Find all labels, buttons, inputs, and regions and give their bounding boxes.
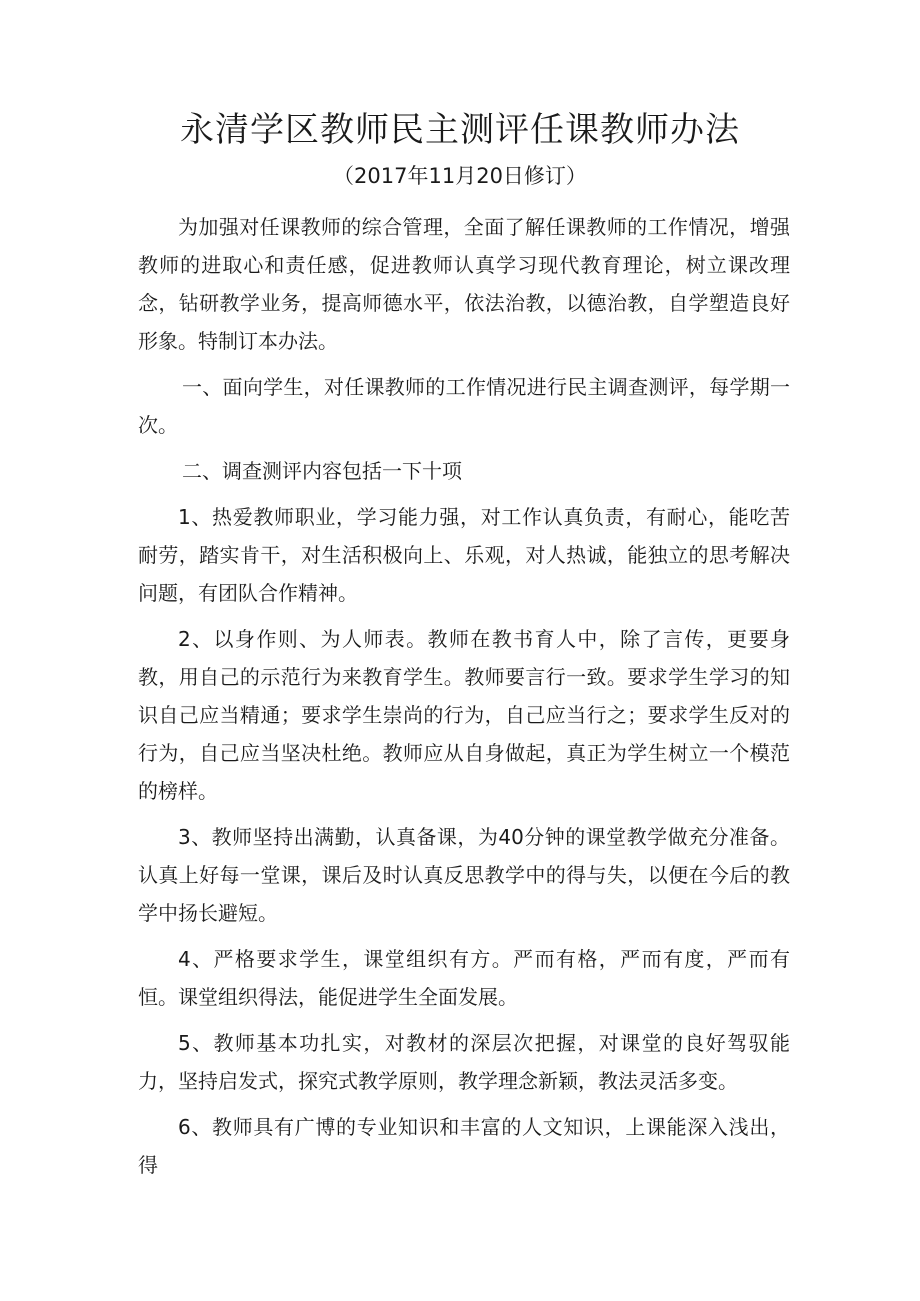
paragraph-item-4: 4、严格要求学生，课堂组织有方。严而有格，严而有度，严而有恒。课堂组织得法，能促进学生全面发展。	[138, 947, 790, 1009]
paragraph-item-3: 3、教师坚持出满勤，认真备课，为40分钟的课堂教学做充分准备。认真上好每一堂课，课后及时认真反思教学中的得与失，以便在今后的教学中扬长避短。	[138, 825, 790, 925]
paragraph-item-5: 5、教师基本功扎实，对教材的深层次把握，对课堂的良好驾驭能力，坚持启发式，探究式教学原则，教学理念新颖，教法灵活多变。	[138, 1031, 790, 1093]
paragraph-item-2: 2、以身作则、为人师表。教师在教书育人中，除了言传，更要身教，用自己的示范行为来教育学生。教师要言行一致。要求学生学习的知识自己应当精通；要求学生崇尚的行为，自己应当行之；要求学生反对的行为，自己应当坚决杜绝。教师应从自身做起，真正为学生树立一个模范的榜样。	[138, 627, 790, 803]
paragraph-item-1: 1、热爱教师职业，学习能力强，对工作认真负责，有耐心，能吃苦耐劳，踏实肯干，对生活积极向上、乐观，对人热诚，能独立的思考解决问题，有团队合作精神。	[138, 505, 790, 605]
paragraph-section-2: 二、调查测评内容包括一下十项	[182, 459, 462, 483]
document-title: 永清学区教师民主测评任课教师办法	[180, 110, 740, 150]
paragraph-intro: 为加强对任课教师的综合管理，全面了解任课教师的工作情况，增强教师的进取心和责任感，促进教师认真学习现代教育理论，树立课改理念，钻研教学业务，提高师德水平，依法治教，以德治教，自学塑造良好形象。特制订本办法。	[138, 215, 790, 353]
document-subtitle: （2017年11月20日修订）	[333, 164, 587, 188]
paragraph-section-1: 一、面向学生，对任课教师的工作情况进行民主调查测评，每学期一次。	[138, 375, 790, 437]
document-body	[138, 208, 790, 1192]
paragraph-item-6: 6、教师具有广博的专业知识和丰富的人文知识，上课能深入浅出，得	[138, 1115, 790, 1177]
